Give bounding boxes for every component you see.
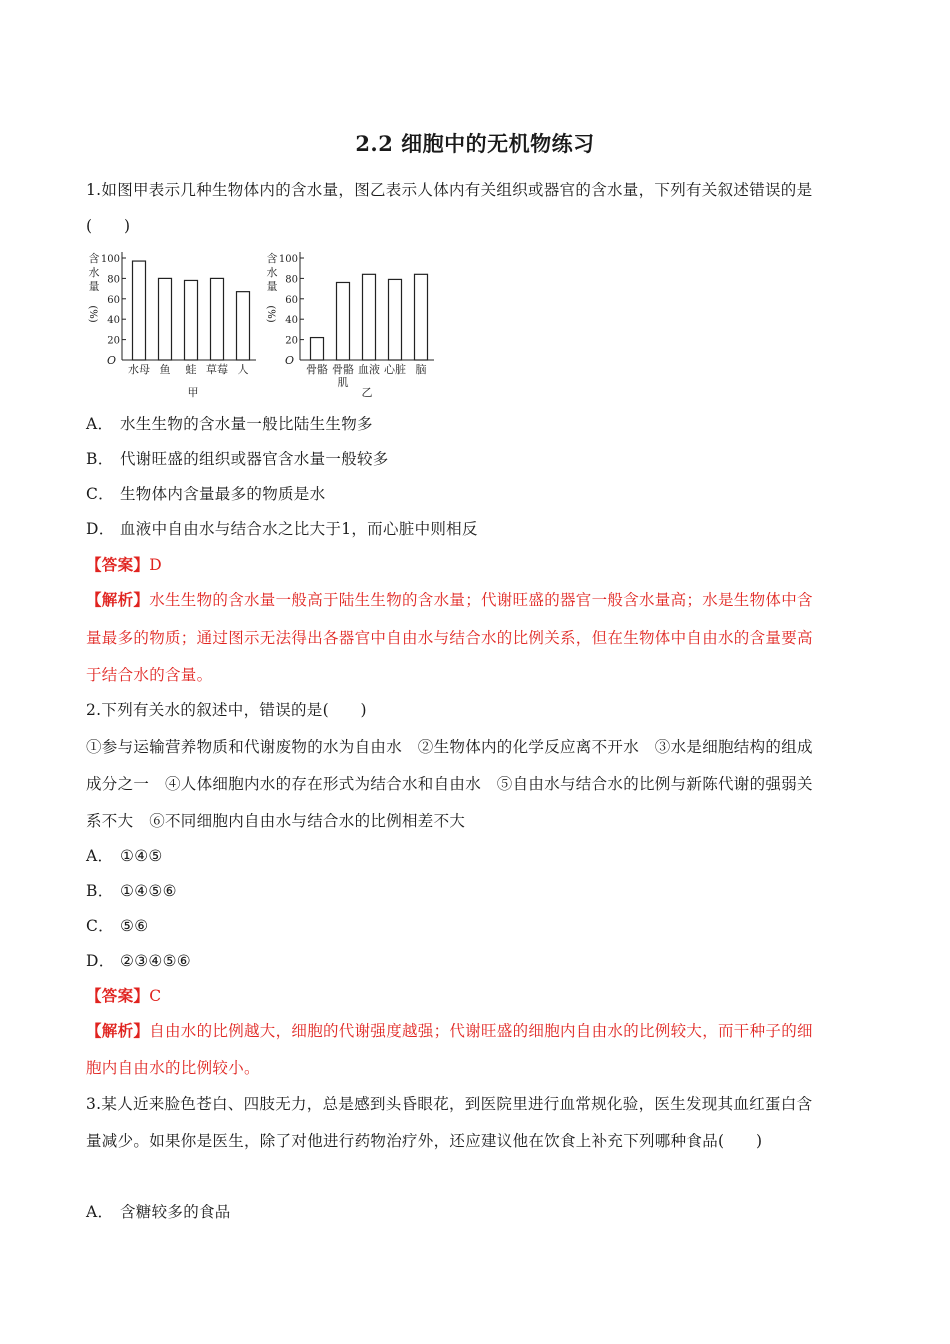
y-axis-label-char: 水 [88, 266, 100, 279]
y-tick-label: 40 [285, 315, 298, 327]
option-text: ①④⑤⑥ [120, 882, 177, 900]
bar [159, 278, 172, 360]
q2-answer [86, 986, 866, 1006]
q2-option-d[interactable] [86, 951, 866, 971]
y-tick-label: 60 [285, 294, 298, 306]
x-tick-label: 骨骼 [306, 363, 328, 376]
y-axis-label-char: 含 [266, 252, 278, 265]
q3-stem-line-1: 3.某人近来脸色苍白、四肢无力，总是感到头昏眼花，到医院里进行血常规化验，医生发现其血红蛋白含 [86, 1095, 813, 1113]
y-axis-unit: (%) [87, 305, 98, 323]
bar [389, 279, 402, 360]
x-tick-label: 鱼 [159, 363, 171, 376]
chart-title: 乙 [361, 386, 373, 399]
q2-option-c[interactable] [86, 916, 866, 936]
page-title: 2.2 细胞中的无机物练习 [355, 131, 595, 156]
x-tick-label: 人 [237, 363, 249, 376]
bar [337, 282, 350, 360]
origin-label: O [284, 354, 294, 367]
q2-statement-line-2: 成分之一 ④人体细胞内水的存在形式为结合水和自由水 ⑤自由水与结合水的比例与新陈代谢的强弱关 [86, 775, 813, 793]
y-tick-label: 100 [100, 254, 120, 265]
option-letter: D． [86, 952, 115, 970]
option-letter: C． [86, 485, 114, 503]
y-axis-unit: (%) [265, 305, 276, 323]
option-letter: A． [86, 415, 114, 433]
y-tick-label: 20 [107, 335, 120, 347]
y-tick-label: 80 [285, 274, 298, 286]
q1-stem-line-1: 1.如图甲表示几种生物体内的含水量，图乙表示人体内有关组织或器官的含水量，下列有关叙述错误的是 [86, 181, 813, 199]
bar [133, 261, 146, 360]
q2-statement-line-3: 系不大 ⑥不同细胞内自由水与结合水的比例相差不大 [86, 812, 466, 830]
origin-label: O [106, 354, 116, 367]
q1-analysis-line-2: 量最多的物质；通过图示无法得出各器官中自由水与结合水的比例关系，但在生物体中自由水的含量要高 [86, 629, 813, 647]
q1-answer [86, 555, 866, 575]
y-tick-label: 20 [285, 335, 298, 347]
option-letter: A． [86, 1203, 114, 1221]
option-text: ⑤⑥ [120, 917, 149, 935]
x-tick-label: 水母 [128, 363, 150, 376]
answer-value: C [149, 987, 162, 1005]
q1-analysis-line-3: 于结合水的含量。 [86, 666, 213, 684]
option-letter: B． [86, 882, 114, 900]
chart-jia [84, 244, 264, 404]
option-text: 生物体内含量最多的物质是水 [120, 485, 326, 503]
q1-option-a[interactable] [86, 414, 866, 434]
q1-stem-line-2: ( ) [86, 217, 131, 235]
y-axis-label-char: 水 [266, 266, 278, 279]
y-tick-label: 100 [278, 254, 298, 265]
bar [311, 338, 324, 360]
q1-option-d[interactable] [86, 519, 866, 539]
q1-analysis-line-1 [86, 590, 866, 610]
q3-stem-line-2: 量减少。如果你是医生，除了对他进行药物治疗外，还应建议他在饮食上补充下列哪种食品( ) [86, 1132, 763, 1150]
answer-tag: 【答案】 [86, 555, 150, 574]
option-text: 血液中自由水与结合水之比大于1，而心脏中则相反 [120, 520, 478, 538]
x-tick-label: 心脏 [384, 363, 406, 376]
x-tick-label: 骨骼 [332, 363, 354, 376]
x-tick-label: 脑 [415, 363, 427, 376]
option-letter: B． [86, 450, 114, 468]
option-text: ②③④⑤⑥ [120, 952, 191, 970]
q1-option-b[interactable] [86, 449, 866, 469]
x-tick-label: 草莓 [206, 363, 228, 376]
answer-value: D [149, 556, 162, 574]
x-tick-label: 血液 [358, 363, 380, 376]
x-tick-label-cont: 肌 [337, 376, 349, 389]
option-text: 水生生物的含水量一般比陆生生物多 [120, 415, 373, 433]
analysis-tag: 【解析】 [86, 590, 150, 609]
x-tick-label: 蛙 [185, 363, 197, 376]
q1-option-c[interactable] [86, 484, 866, 504]
y-axis-label-char: 量 [266, 280, 278, 293]
analysis-text: 水生生物的含水量一般高于陆生生物的含水量；代谢旺盛的器官一般含水量高；水是生物体中含 [149, 591, 813, 609]
q2-analysis-line-2: 胞内自由水的比例较小。 [86, 1059, 260, 1077]
q2-option-b[interactable] [86, 881, 866, 901]
q2-stem: 2.下列有关水的叙述中，错误的是( ) [86, 701, 367, 719]
q2-option-a[interactable] [86, 846, 866, 866]
option-text: 含糖较多的食品 [120, 1203, 231, 1221]
option-letter: A． [86, 847, 114, 865]
q2-analysis-line-1 [86, 1021, 866, 1041]
answer-tag: 【答案】 [86, 986, 150, 1005]
option-text: ①④⑤ [120, 847, 163, 865]
option-text: 代谢旺盛的组织或器官含水量一般较多 [120, 450, 389, 468]
q3-option-a[interactable] [86, 1202, 866, 1222]
bar [211, 278, 224, 360]
chart-yi [262, 244, 442, 404]
bar [185, 280, 198, 360]
y-tick-label: 80 [107, 274, 120, 286]
option-letter: D． [86, 520, 115, 538]
y-tick-label: 60 [107, 294, 120, 306]
bar [363, 274, 376, 360]
option-letter: C． [86, 917, 114, 935]
q2-statement-line-1: ①参与运输营养物质和代谢废物的水为自由水 ②生物体内的化学反应离不开水 ③水是细胞结构的组成 [86, 738, 813, 756]
analysis-text: 自由水的比例越大，细胞的代谢强度越强；代谢旺盛的细胞内自由水的比例较大，而干种子的细 [149, 1022, 813, 1040]
y-axis-label-char: 含 [88, 252, 100, 265]
bar [237, 292, 250, 360]
y-tick-label: 40 [107, 315, 120, 327]
chart-title: 甲 [187, 386, 199, 399]
bar [415, 274, 428, 360]
y-axis-label-char: 量 [88, 280, 100, 293]
analysis-tag: 【解析】 [86, 1021, 150, 1040]
